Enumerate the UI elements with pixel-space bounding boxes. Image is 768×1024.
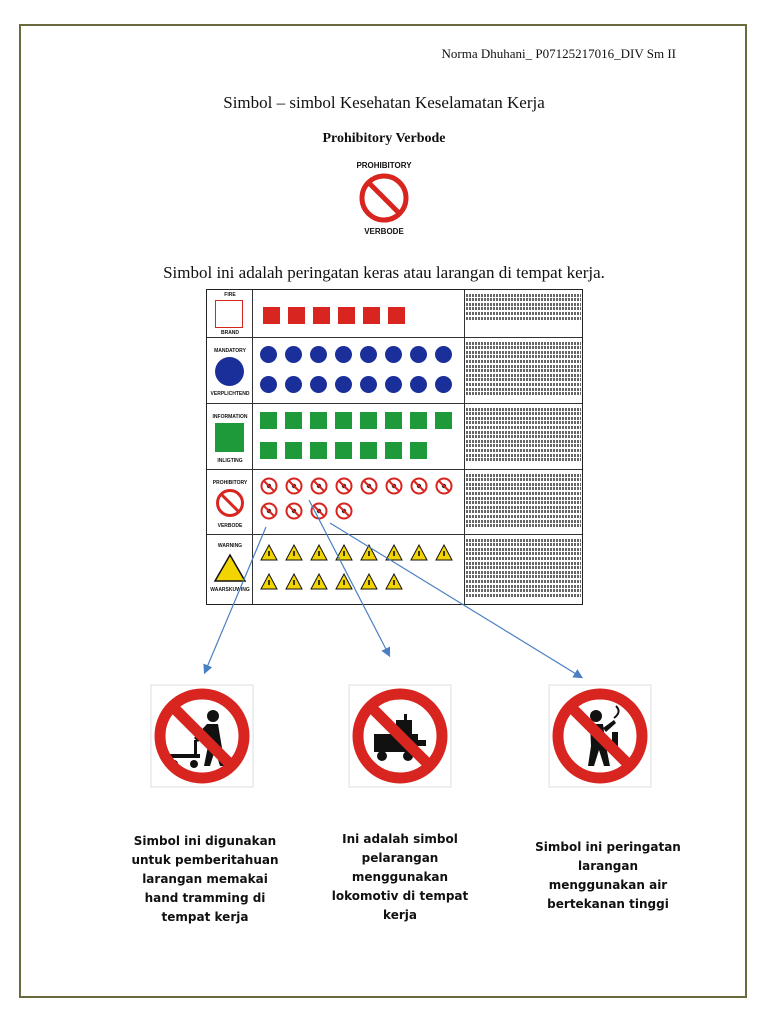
logo-top-label: PROHIBITORY [356, 161, 412, 170]
category-label: MANDATORY [214, 348, 246, 354]
section-subtitle: Prohibitory Verbode [322, 131, 446, 146]
example-caption-1 [120, 832, 290, 927]
caption-line: larangan memakai [142, 872, 268, 886]
category-label: WAARSKUWING [210, 587, 250, 593]
example-sign-3 [548, 684, 652, 788]
arrow-to-example-2 [309, 500, 389, 655]
category-label: VERBODE [217, 523, 243, 529]
caption-line: untuk pemberitahuan [131, 853, 279, 867]
caption-line: pelarangan [361, 851, 439, 865]
caption-line: Simbol ini digunakan [133, 834, 277, 848]
caption-line: Simbol ini peringatan [535, 840, 681, 854]
arrow-to-example-3 [330, 523, 581, 677]
caption-line: lokomotiv di tempat [331, 889, 469, 903]
caption-line: kerja [383, 908, 417, 922]
example-sign-2 [348, 684, 452, 788]
description-text: Simbol ini adalah peringatan keras atau larangan di tempat kerja. [163, 263, 605, 282]
caption-line: hand tramming di [144, 891, 266, 905]
author-header: Norma Dhuhani_ P07125217016_DIV Sm II [441, 46, 676, 61]
no-hand-tramming-icon [150, 684, 254, 788]
caption-line: menggunakan air [548, 878, 668, 892]
category-label: PROHIBITORY [212, 480, 248, 486]
caption-line: menggunakan [351, 870, 449, 884]
caption-line: bertekanan tinggi [547, 897, 669, 911]
category-label: WARNING [217, 543, 243, 549]
page-title: Simbol – simbol Kesehatan Keselamatan Kerja [223, 93, 545, 112]
logo-bottom-label: VERBODE [364, 227, 404, 236]
category-label: VERPLICHTEND [210, 391, 250, 397]
no-compressed-air-icon [548, 684, 652, 788]
category-label: INFORMATION [212, 414, 248, 420]
no-locomotive-icon [348, 684, 452, 788]
category-label: INLIGTING [217, 458, 243, 464]
category-label: FIRE [224, 292, 236, 298]
example-caption-2 [320, 830, 480, 925]
caption-line: Ini adalah simbol [342, 832, 458, 846]
example-caption-3 [528, 838, 688, 914]
example-sign-1 [150, 684, 254, 788]
caption-line: tempat kerja [161, 910, 249, 924]
arrow-to-example-1 [205, 527, 266, 672]
caption-line: larangan [578, 859, 638, 873]
category-label: BRAND [220, 330, 240, 336]
